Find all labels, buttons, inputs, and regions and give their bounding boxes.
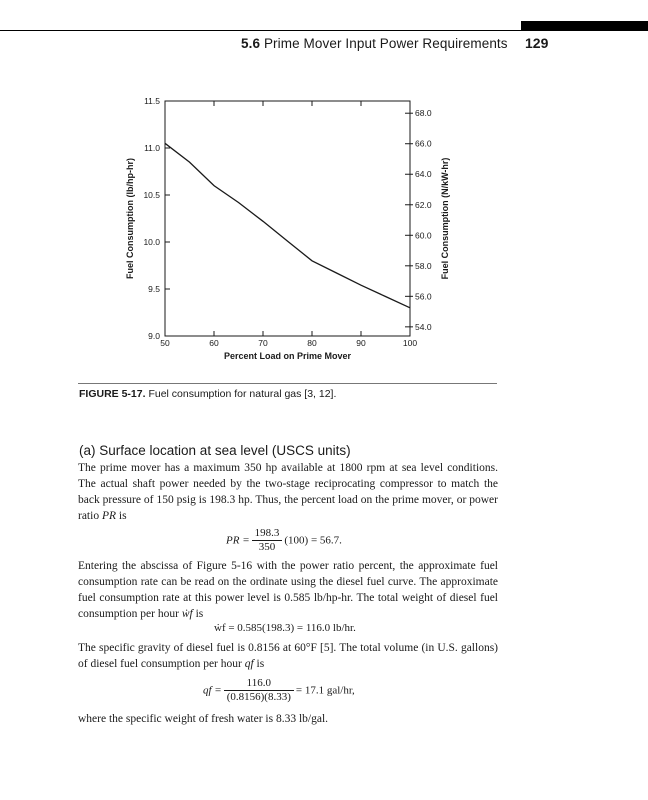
equation-power-ratio bbox=[226, 527, 342, 554]
paragraph-1-variable: PR bbox=[101, 510, 117, 522]
caption-rule bbox=[78, 383, 497, 384]
x-tick-label: 100 bbox=[402, 338, 418, 348]
paragraph-2-variable: ẇf bbox=[181, 608, 193, 620]
series-line bbox=[165, 143, 410, 307]
y2-tick-label: 56.0 bbox=[415, 291, 432, 302]
plot-frame bbox=[165, 101, 410, 336]
equation-1-lhs: PR = bbox=[226, 534, 250, 547]
y2-axis-label: Fuel Consumption (N/kW-hr) bbox=[440, 157, 450, 280]
equation-1-denominator: 350 bbox=[258, 541, 276, 553]
paragraph-2-end: is bbox=[195, 608, 204, 620]
y-tick-label: 9.5 bbox=[148, 284, 160, 294]
paragraph-2 bbox=[78, 558, 498, 622]
section-title: Prime Mover Input Power Requirements bbox=[263, 36, 508, 51]
equation-fuel-weight: ẇf = 0.585(198.3) = 116.0 lb/hr. bbox=[214, 622, 356, 634]
x-tick-label: 70 bbox=[258, 338, 268, 348]
equation-1-rhs: (100) = 56.7. bbox=[284, 534, 342, 547]
y2-tick-label: 54.0 bbox=[415, 321, 432, 332]
paragraph-4: where the specific weight of fresh water is 8.33 lb/gal. bbox=[78, 713, 329, 725]
x-tick-label: 50 bbox=[160, 338, 170, 348]
x-tick-label: 60 bbox=[209, 338, 219, 348]
page-number: 129 bbox=[525, 35, 549, 51]
figure-caption-text: Fuel consumption for natural gas [3, 12]. bbox=[148, 388, 337, 400]
y-tick-label: 9.0 bbox=[148, 331, 160, 341]
fuel-consumption-chart bbox=[0, 0, 648, 380]
section-number: 5.6 bbox=[241, 36, 261, 51]
y-tick-label: 10.5 bbox=[143, 190, 160, 200]
paragraph-2-text: Entering the abscissa of Figure 5-16 with the power ratio percent, the approximate fuel consumption rate can be read on the ordinate using the diesel fuel curve. The approximate fuel consumption rate at this power level is 0.585 lb/hp-hr. The total weight of diesel fuel consumption per hour bbox=[78, 560, 498, 620]
paragraph-3-text: The specific gravity of diesel fuel is 0.8156 at 60°F [5]. The total volume (in U.S. gallons) of diesel fuel consumption per hour bbox=[78, 642, 498, 670]
paragraph-3-end: is bbox=[256, 658, 265, 670]
equation-3-denominator: (0.8156)(8.33) bbox=[226, 691, 291, 703]
y-tick-label: 11.0 bbox=[144, 143, 160, 153]
figure-caption bbox=[79, 388, 336, 400]
paragraph-1 bbox=[78, 460, 498, 524]
paragraph-1-end: is bbox=[118, 510, 127, 522]
y2-tick-label: 60.0 bbox=[415, 230, 432, 241]
x-tick-label: 90 bbox=[356, 338, 366, 348]
section-heading: (a) Surface location at sea level (USCS units) bbox=[79, 443, 351, 458]
figure-label: FIGURE 5-17. bbox=[79, 388, 146, 400]
x-tick-label: 80 bbox=[307, 338, 317, 348]
paragraph-3-variable: qf bbox=[244, 658, 254, 670]
y2-tick-label: 62.0 bbox=[415, 199, 432, 210]
x-axis-label: Percent Load on Prime Mover bbox=[223, 351, 352, 361]
y-axis-label: Fuel Consumption (lb/hp-hr) bbox=[125, 158, 135, 279]
equation-3-numerator: 116.0 bbox=[224, 677, 294, 691]
equation-3-rhs: = 17.1 gal/hr, bbox=[295, 684, 355, 697]
equation-3-fraction bbox=[224, 677, 294, 704]
y2-tick-label: 64.0 bbox=[415, 169, 432, 180]
equation-1-fraction bbox=[252, 527, 283, 554]
y-tick-label: 11.5 bbox=[144, 96, 160, 106]
y2-tick-label: 58.0 bbox=[415, 260, 432, 271]
paragraph-3 bbox=[78, 640, 498, 672]
y2-tick-label: 66.0 bbox=[415, 138, 432, 149]
paragraph-1-text: The prime mover has a maximum 350 hp available at 1800 rpm at sea level conditions. The actual shaft power needed by the two-stage reciprocating compressor to match the back pressure of 150 psig is 198.3 hp. Thus, the percent load on the prime mover, or power ratio bbox=[78, 462, 498, 522]
y2-tick-label: 68.0 bbox=[415, 108, 432, 119]
equation-1-numerator: 198.3 bbox=[252, 527, 283, 541]
equation-fuel-volume bbox=[203, 677, 355, 704]
equation-3-lhs: qf = bbox=[203, 684, 222, 697]
y-tick-label: 10.0 bbox=[143, 237, 160, 247]
